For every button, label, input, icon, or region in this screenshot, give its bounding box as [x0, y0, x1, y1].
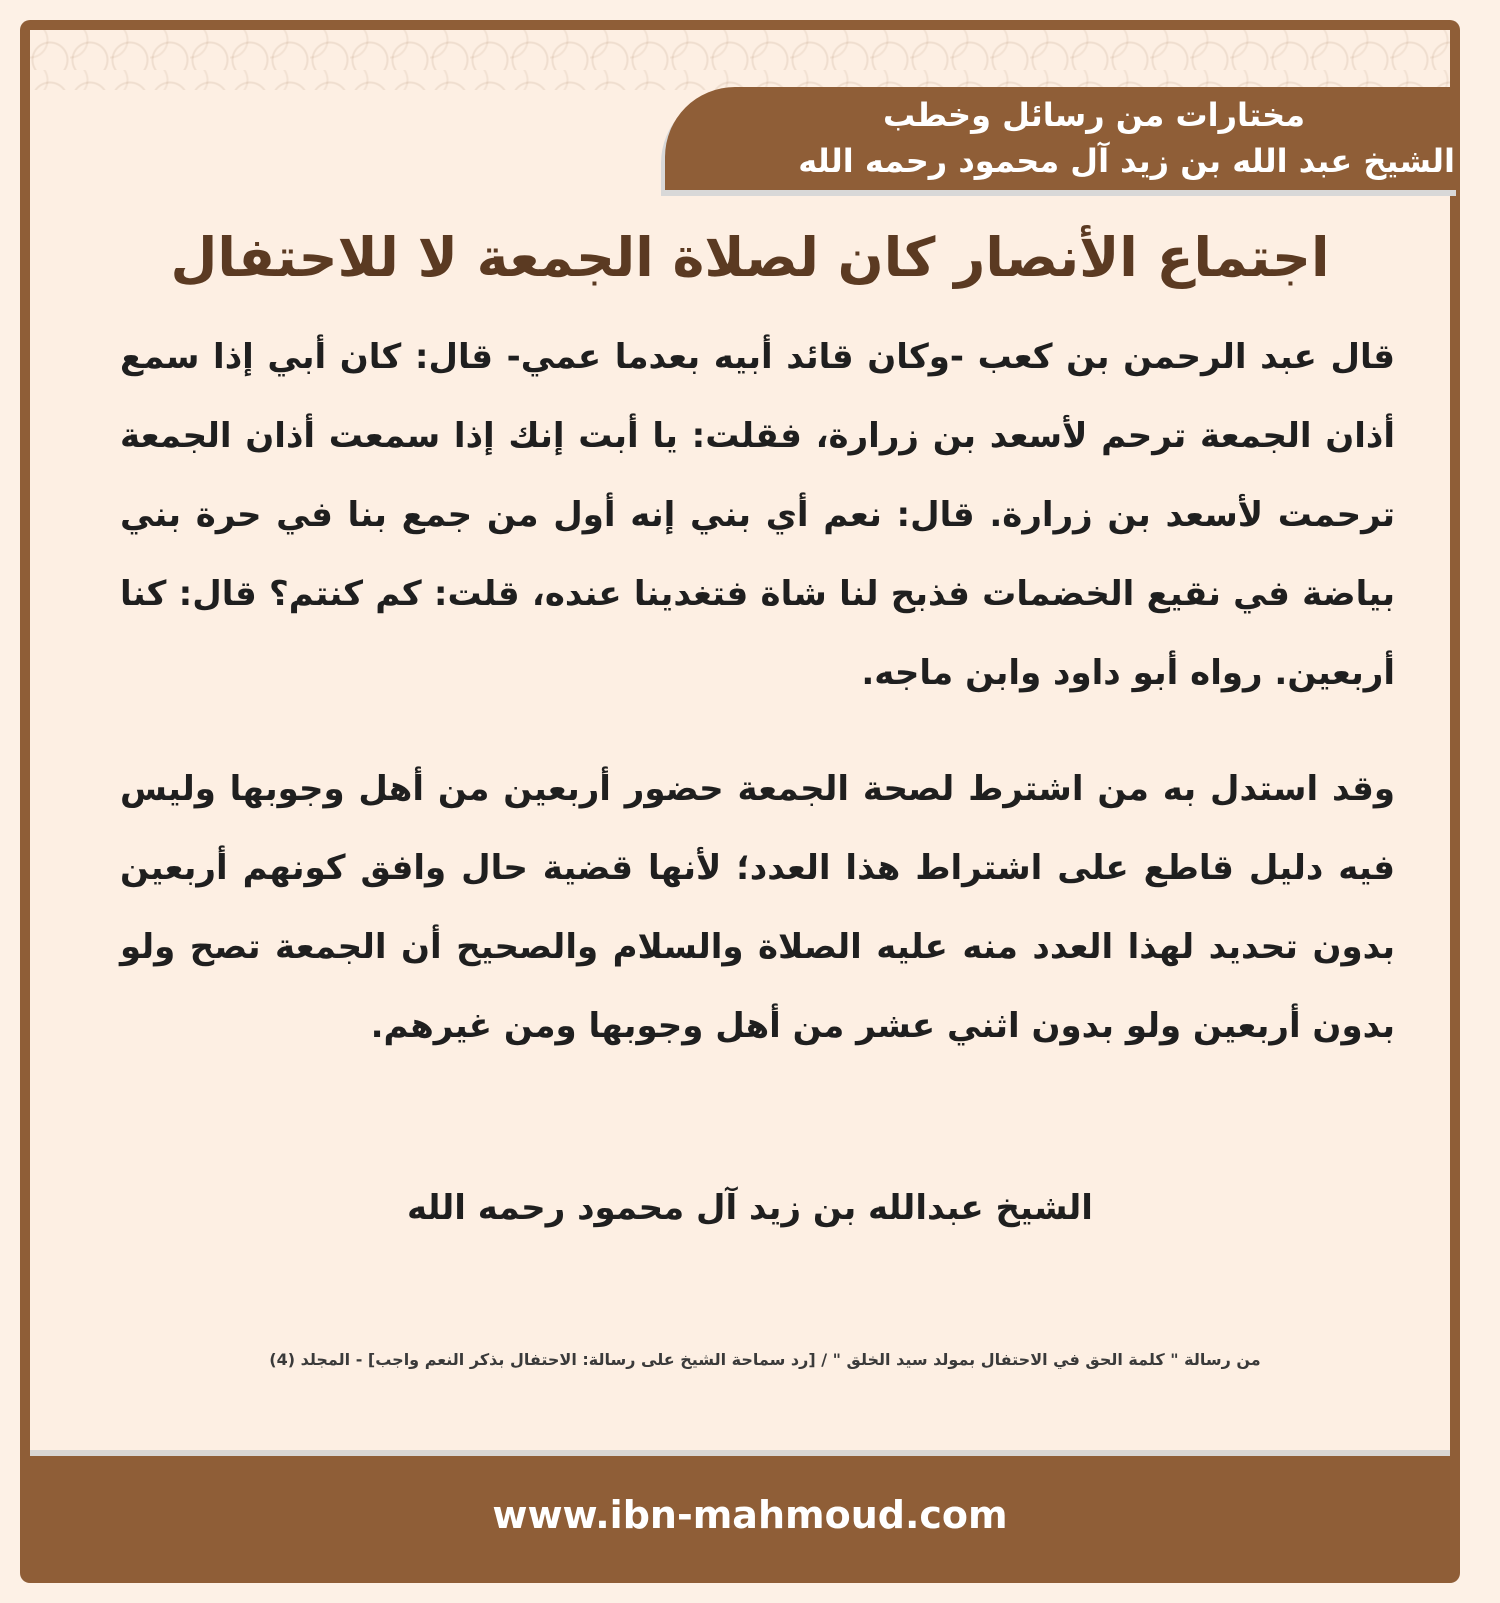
series-title: مختارات من رسائل وخطب	[882, 96, 1305, 134]
body-paragraph-2: وقد استدل به من اشترط لصحة الجمعة حضور أربعين من أهل وجوبها وليس فيه دليل قاطع على اشتراط هذا العدد؛ لأنها قضية حال وافق كونهم أربعين بدون تحديد لهذا العدد منه عليه الصلاة والسلام والصحيح أن الجمعة تصح ولو بدون أربعين ولو بدون اثني عشر من أهل وجوبها ومن غيرهم.	[120, 769, 1395, 1046]
panel-shadow	[30, 1450, 1450, 1456]
source-citation: من رسالة " كلمة الحق في الاحتفال بمولد سيد الخلق " / [رد سماحة الشيخ على رسالة: الاحتفال بذكر النعم واجب] - المجلد (4)	[269, 1350, 1261, 1369]
body-paragraph-1: قال عبد الرحمن بن كعب -وكان قائد أبيه بعدما عمي- قال: كان أبي إذا سمع أذان الجمعة ترحم لأسعد بن زرارة، فقلت: يا أبت إنك إذا سمعت أذان الجمعة ترحمت لأسعد بن زرارة. قال: نعم أي بني إنه أول من جمع بنا في حرة بني بياضة في نقيع الخضمات فذبح لنا شاة فتغدينا عنده، قلت: كم كنتم؟ قال: كنا أربعين. رواه أبو داود وابن ماجه.	[120, 337, 1395, 693]
header-text	[695, 92, 1455, 184]
page-title: اجتماع الأنصار كان لصلاة الجمعة لا للاحتفال	[170, 226, 1330, 289]
series-author: الشيخ عبد الله بن زيد آل محمود رحمه الله	[798, 142, 1455, 180]
website-link[interactable]: www.ibn-mahmoud.com	[492, 1493, 1008, 1537]
decorative-pattern	[30, 30, 1450, 90]
author-signature: الشيخ عبدالله بن زيد آل محمود رحمه الله	[407, 1188, 1093, 1228]
